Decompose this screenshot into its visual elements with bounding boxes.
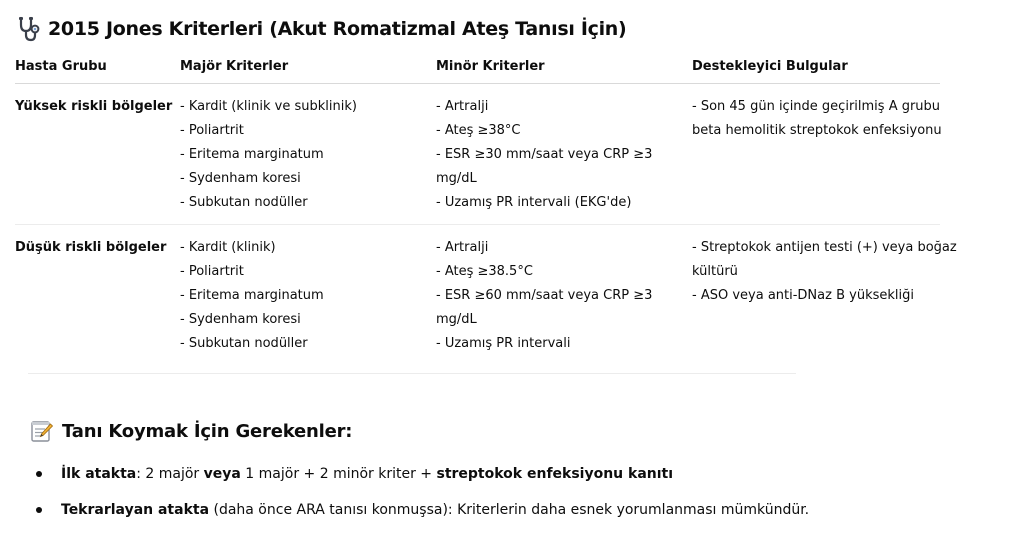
diagnosis-list (36, 456, 809, 528)
major-item: - Eritema marginatum (180, 288, 324, 303)
supporting-item: - ASO veya anti-DNaz B yüksekliği (692, 288, 914, 303)
list-item (36, 456, 809, 492)
supporting-item: - Streptokok antijen testi (+) veya boğaz (692, 240, 957, 255)
stethoscope-icon (16, 16, 40, 42)
minor-item: - ESR ≥60 mm/saat veya CRP ≥3 (436, 288, 653, 303)
minor-item: - Ateş ≥38.5°C (436, 264, 533, 279)
bullet-dot (36, 471, 42, 477)
group-cell (15, 236, 166, 260)
bullet-text: 1 majör + 2 minör kriter + (240, 466, 437, 482)
major-cell (180, 95, 357, 215)
major-cell (180, 236, 324, 356)
group-label: Yüksek riskli bölgeler (15, 99, 173, 114)
major-item: - Kardit (klinik) (180, 240, 276, 255)
major-item: - Poliartrit (180, 264, 244, 279)
minor-cell (436, 95, 652, 215)
header-hasta-grubu: Hasta Grubu (15, 59, 107, 74)
major-item: - Eritema marginatum (180, 147, 324, 162)
minor-item: - Ateş ≥38°C (436, 123, 521, 138)
group-cell (15, 95, 172, 119)
bullet-strong: İlk atakta (61, 466, 137, 482)
major-item: - Sydenham koresi (180, 171, 301, 186)
jones-criteria-table (15, 52, 957, 373)
bullet-dot (36, 507, 42, 513)
section-heading-row (30, 416, 352, 446)
page-title: 2015 Jones Kriterleri (Akut Romatizmal Ateş Tanısı İçin) (48, 18, 627, 40)
minor-item: mg/dL (436, 171, 477, 186)
bullet-strong: veya (203, 466, 241, 482)
section-title: Tanı Koymak İçin Gerekenler: (62, 420, 353, 442)
table-row (15, 225, 957, 373)
major-item: - Kardit (klinik ve subklinik) (180, 99, 357, 114)
major-item: - Subkutan nodüller (180, 195, 308, 210)
bullet-text: : 2 majör (136, 466, 204, 482)
table-header (15, 52, 940, 84)
minor-item: mg/dL (436, 312, 477, 327)
minor-item: - ESR ≥30 mm/saat veya CRP ≥3 (436, 147, 653, 162)
header-major-kriterler: Majör Kriterler (180, 59, 289, 74)
supporting-item: kültürü (692, 264, 738, 279)
header-minor-kriterler: Minör Kriterler (436, 59, 545, 74)
minor-item: - Uzamış PR intervali (EKG'de) (436, 195, 632, 210)
supporting-item: beta hemolitik streptokok enfeksiyonu (692, 123, 942, 138)
supporting-cell (692, 236, 957, 308)
group-label: Düşük riskli bölgeler (15, 240, 167, 255)
major-item: - Poliartrit (180, 123, 244, 138)
bullet-text: (daha önce ARA tanısı konmuşsa): Kriterlerin daha esnek yorumlanması mümkündür. (209, 502, 810, 518)
minor-cell (436, 236, 652, 356)
bullet-strong: streptokok enfeksiyonu kanıtı (436, 466, 674, 482)
supporting-item: - Son 45 gün içinde geçirilmiş A grubu (692, 99, 941, 114)
page-title-row (16, 14, 626, 44)
table-row (15, 84, 940, 225)
minor-item: - Artralji (436, 99, 489, 114)
major-item: - Subkutan nodüller (180, 336, 308, 351)
supporting-cell (692, 95, 942, 143)
minor-item: - Artralji (436, 240, 489, 255)
major-item: - Sydenham koresi (180, 312, 301, 327)
divider (28, 373, 796, 374)
list-item-text (61, 502, 809, 518)
header-destekleyici-bulgular: Destekleyici Bulgular (692, 59, 848, 74)
list-item (36, 492, 809, 528)
list-item-text (61, 466, 673, 482)
minor-item: - Uzamış PR intervali (436, 336, 571, 351)
bullet-strong: Tekrarlayan atakta (61, 502, 210, 518)
memo-icon (30, 419, 54, 443)
